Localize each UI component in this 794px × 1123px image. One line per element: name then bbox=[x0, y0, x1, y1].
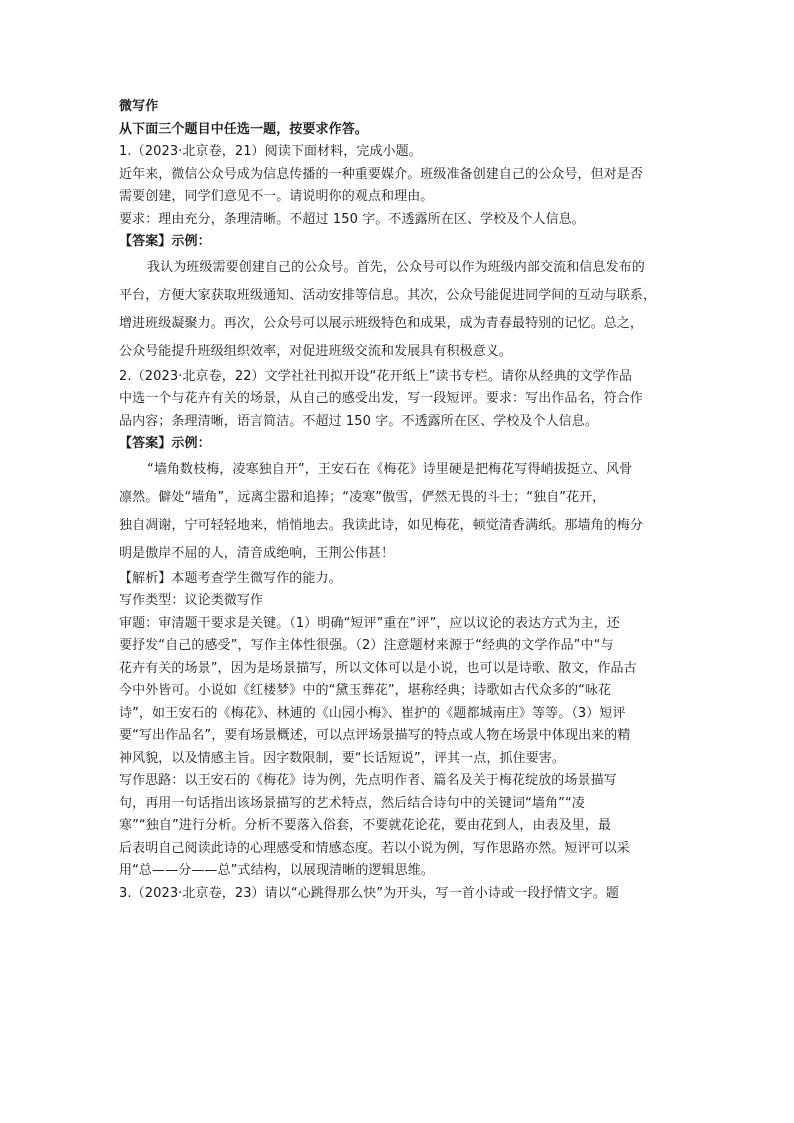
q1-answer-line: 平台，方便大家获取班级通知、活动安排等信息。其次，公众号能促进同学间的互动与联系， bbox=[119, 287, 657, 303]
analysis-line: 【解析】本题考查学生微写作的能力。 bbox=[119, 570, 342, 586]
analysis-line: 审题：审清题干要求是关键。（1）明确“短评”重在“评”，应以议论的表达方式为主，还 bbox=[119, 615, 620, 631]
q1-answer-line: 我认为班级需要创建自己的公众号。首先，公众号可以作为班级内部交流和信息发布的 bbox=[147, 259, 645, 275]
q1-line: 要求：理由充分，条理清晰。不超过 150 字。不透露所在区、学校及个人信息。 bbox=[119, 211, 585, 227]
q2-answer-line: 独自凋谢，宁可轻轻地来，悄悄地去。我读此诗，如见梅花，顿觉清香满纸。那墙角的梅分 bbox=[119, 517, 644, 533]
question-3 bbox=[119, 883, 679, 906]
question-2 bbox=[119, 366, 679, 883]
q1-line: 需要创建，同学们意见不一。请说明你的观点和理由。 bbox=[119, 189, 434, 204]
q2-line: 品内容；条理清晰，语言简洁。不超过 150 字。不透露所在区、学校及个人信息。 bbox=[119, 413, 598, 429]
q2-answer bbox=[119, 456, 679, 568]
q2-answer-label: 【答案】示例： bbox=[119, 436, 211, 451]
analysis-line: 用“总——分——总”式结构，以展现清晰的逻辑思维。 bbox=[119, 863, 434, 878]
analysis-line: 今中外皆可。小说如《红楼梦》中的“黛玉葬花”，堪称经典；诗歌如古代众多的“咏花 bbox=[119, 683, 612, 698]
q3-line: 3.（2023·北京卷，23）请以“心跳得那么快”为开头，写一首小诗或一段抒情文字。题 bbox=[119, 885, 619, 901]
analysis-line: 句，再用一句话指出该场景描写的艺术特点，然后结合诗句中的关键词“墙角”“凌 bbox=[119, 795, 585, 811]
q2-answer-line: 凛然。僻处“墙角”，远离尘嚣和追捧；“凌寒”傲雪，俨然无畏的斗士；“独自”花开， bbox=[119, 489, 606, 505]
question-1 bbox=[119, 141, 679, 366]
q1-line: 近年来，微信公众号成为信息传播的一种重要媒介。班级准备创建自己的公众号，但对是否 bbox=[119, 166, 644, 182]
analysis-line: 要“写出作品名”，要有场景概述，可以点评场景描写的特点或人物在场景中体现出来的精 bbox=[119, 728, 631, 743]
analysis-line: 写作类型：议论类微写作 bbox=[119, 593, 264, 608]
analysis-line: 神风貌，以及情感主旨。因字数限制，要“长话短说”，评其一点，抓住要害。 bbox=[119, 750, 565, 766]
q1-answer bbox=[119, 254, 679, 366]
analysis-line: 诗”，如王安石的《梅花》、林逋的《山园小梅》、崔护的《题都城南庄》等等。（3）短评 bbox=[119, 705, 626, 721]
q1-answer-line: 公众号能提升班级组织效率，对促进班级交流和发展具有积极意义。 bbox=[119, 343, 513, 359]
analysis-line: 后表明自己阅读此诗的心理感受和情感态度。若以小说为例，写作思路亦然。短评可以采 bbox=[119, 840, 630, 856]
analysis-line: 花卉有关的场景”，因为是场景描写，所以文体可以是小说，也可以是诗歌、散文，作品古 bbox=[119, 660, 637, 676]
q2-analysis bbox=[119, 568, 679, 883]
q2-answer-line: “墙角数枝梅，凌寒独自开”，王安石在《梅花》诗里硬是把梅花写得峭拔挺立、风骨 bbox=[147, 461, 633, 477]
q1-line: 1.（2023·北京卷，21）阅读下面材料，完成小题。 bbox=[119, 144, 422, 159]
q2-answer-line: 明是傲岸不屈的人，清音成绝响，王荆公伟甚！ bbox=[119, 545, 395, 561]
q2-line: 2.（2023·北京卷，22）文学社社刊拟开设“花开纸上”读书专栏。请你从经典的文学作品 bbox=[119, 368, 633, 384]
instruction: 从下面三个题目中任选一题，按要求作答。 bbox=[119, 121, 368, 137]
analysis-line: 要抒发“自己的感受”，写作主体性很强。（2）注意题材来源于“经典的文学作品”中“与 bbox=[119, 638, 614, 653]
q2-line: 中选一个与花卉有关的场景，从自己的感受出发，写一段短评。要求：写出作品名，符合作 bbox=[119, 391, 644, 406]
q1-answer-label: 【答案】示例： bbox=[119, 234, 211, 249]
analysis-line: 寒”“独自”进行分析。分析不要落入俗套，不要就花论花，要由花到人，由表及里，最 bbox=[119, 818, 612, 833]
section-heading: 微写作 bbox=[119, 99, 159, 114]
q1-answer-line: 增进班级凝聚力。再次，公众号可以展示班级特色和成果，成为青春最特别的记忆。总之， bbox=[119, 315, 644, 331]
document-body bbox=[119, 96, 679, 905]
analysis-line: 写作思路：以王安石的《梅花》诗为例，先点明作者、篇名及关于梅花绽放的场景描写 bbox=[119, 773, 617, 788]
